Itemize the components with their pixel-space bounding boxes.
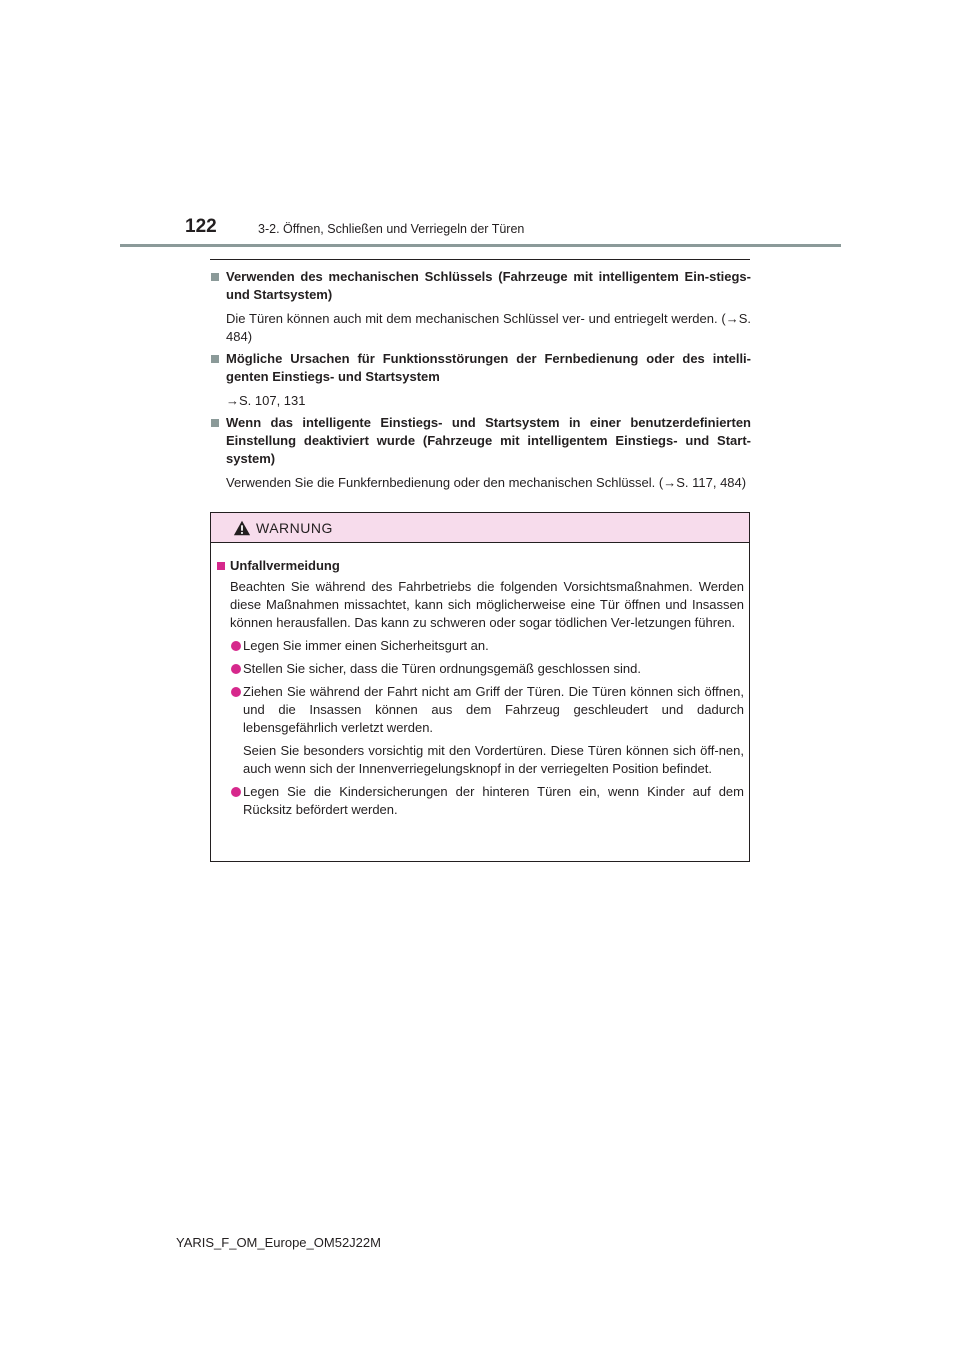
circle-bullet-icon bbox=[231, 641, 241, 651]
warning-point bbox=[217, 637, 744, 655]
circle-bullet-icon bbox=[231, 687, 241, 697]
warning-intro: Beachten Sie während des Fahrbetriebs die folgenden Vorsichtsmaßnahmen. Werden diese Maßnahmen missachtet, kann sich möglicherweise eine Tür öffnen und Insassen können herausfallen. Das kann zu schweren oder sogar tödlichen Ver-letzungen führen. bbox=[230, 579, 744, 630]
document-id: YARIS_F_OM_Europe_OM52J22M bbox=[176, 1235, 381, 1250]
content-rule bbox=[210, 259, 750, 260]
warning-triangle-icon bbox=[233, 519, 251, 537]
circle-bullet-icon bbox=[231, 664, 241, 674]
item-body: →S. 107, 131 bbox=[226, 393, 306, 408]
item-heading: Mögliche Ursachen für Funktionsstörungen der Fernbedienung oder des intelli-genten Einstiegs- und Startsystem bbox=[226, 351, 751, 384]
warning-point bbox=[217, 660, 744, 678]
item-body: Verwenden Sie die Funkfernbedienung oder den mechanischen Schlüssel. (→S. 117, 484) bbox=[226, 475, 747, 490]
warning-point-text: Legen Sie die Kindersicherungen der hinteren Türen ein, wenn Kinder auf dem Rücksitz befördert werden. bbox=[243, 784, 744, 817]
warning-header bbox=[211, 513, 749, 543]
square-bullet-icon bbox=[211, 419, 219, 427]
warning-point-extra: Seien Sie besonders vorsichtig mit den Vordertüren. Diese Türen können sich öff-nen, auch wenn sich der Innenverriegelungsknopf in der verriegelten Position befindet. bbox=[243, 743, 744, 776]
warning-point-text: Ziehen Sie während der Fahrt nicht am Griff der Türen. Die Türen können sich öffnen, und die Insassen können aus dem Fahrzeug geschleudert und dadurch lebensgefährlich verletzt werden. bbox=[243, 684, 744, 735]
info-item bbox=[211, 414, 751, 492]
item-heading: Verwenden des mechanischen Schlüssels (Fahrzeuge mit intelligentem Ein-stiegs- und Startsystem) bbox=[226, 269, 751, 302]
square-bullet-icon bbox=[211, 355, 219, 363]
square-bullet-icon bbox=[217, 562, 225, 570]
warning-body bbox=[217, 557, 744, 819]
warning-title: WARNUNG bbox=[256, 520, 333, 536]
page-number: 122 bbox=[185, 216, 217, 237]
item-body: Die Türen können auch mit dem mechanischen Schlüssel ver- und entriegelt werden. (→S. 484) bbox=[226, 311, 751, 344]
circle-bullet-icon bbox=[231, 787, 241, 797]
warning-sub-heading: Unfallvermeidung bbox=[230, 558, 340, 573]
item-heading: Wenn das intelligente Einstiegs- und Startsystem in einer benutzerdefinierten Einstellung deaktiviert wurde (Fahrzeuge mit intelligentem Einstiegs- und Start-system) bbox=[226, 415, 751, 466]
warning-subsection bbox=[217, 557, 744, 632]
info-item bbox=[211, 268, 751, 346]
header-rule bbox=[120, 244, 841, 247]
warning-point bbox=[217, 783, 744, 819]
section-title: 3-2. Öffnen, Schließen und Verriegeln der Türen bbox=[258, 222, 525, 236]
info-item bbox=[211, 350, 751, 410]
warning-box bbox=[210, 512, 750, 862]
square-bullet-icon bbox=[211, 273, 219, 281]
content-section bbox=[211, 268, 751, 496]
warning-point-text: Legen Sie immer einen Sicherheitsgurt an. bbox=[243, 638, 489, 653]
warning-point-text: Stellen Sie sicher, dass die Türen ordnungsgemäß geschlossen sind. bbox=[243, 661, 641, 676]
warning-point bbox=[217, 683, 744, 778]
